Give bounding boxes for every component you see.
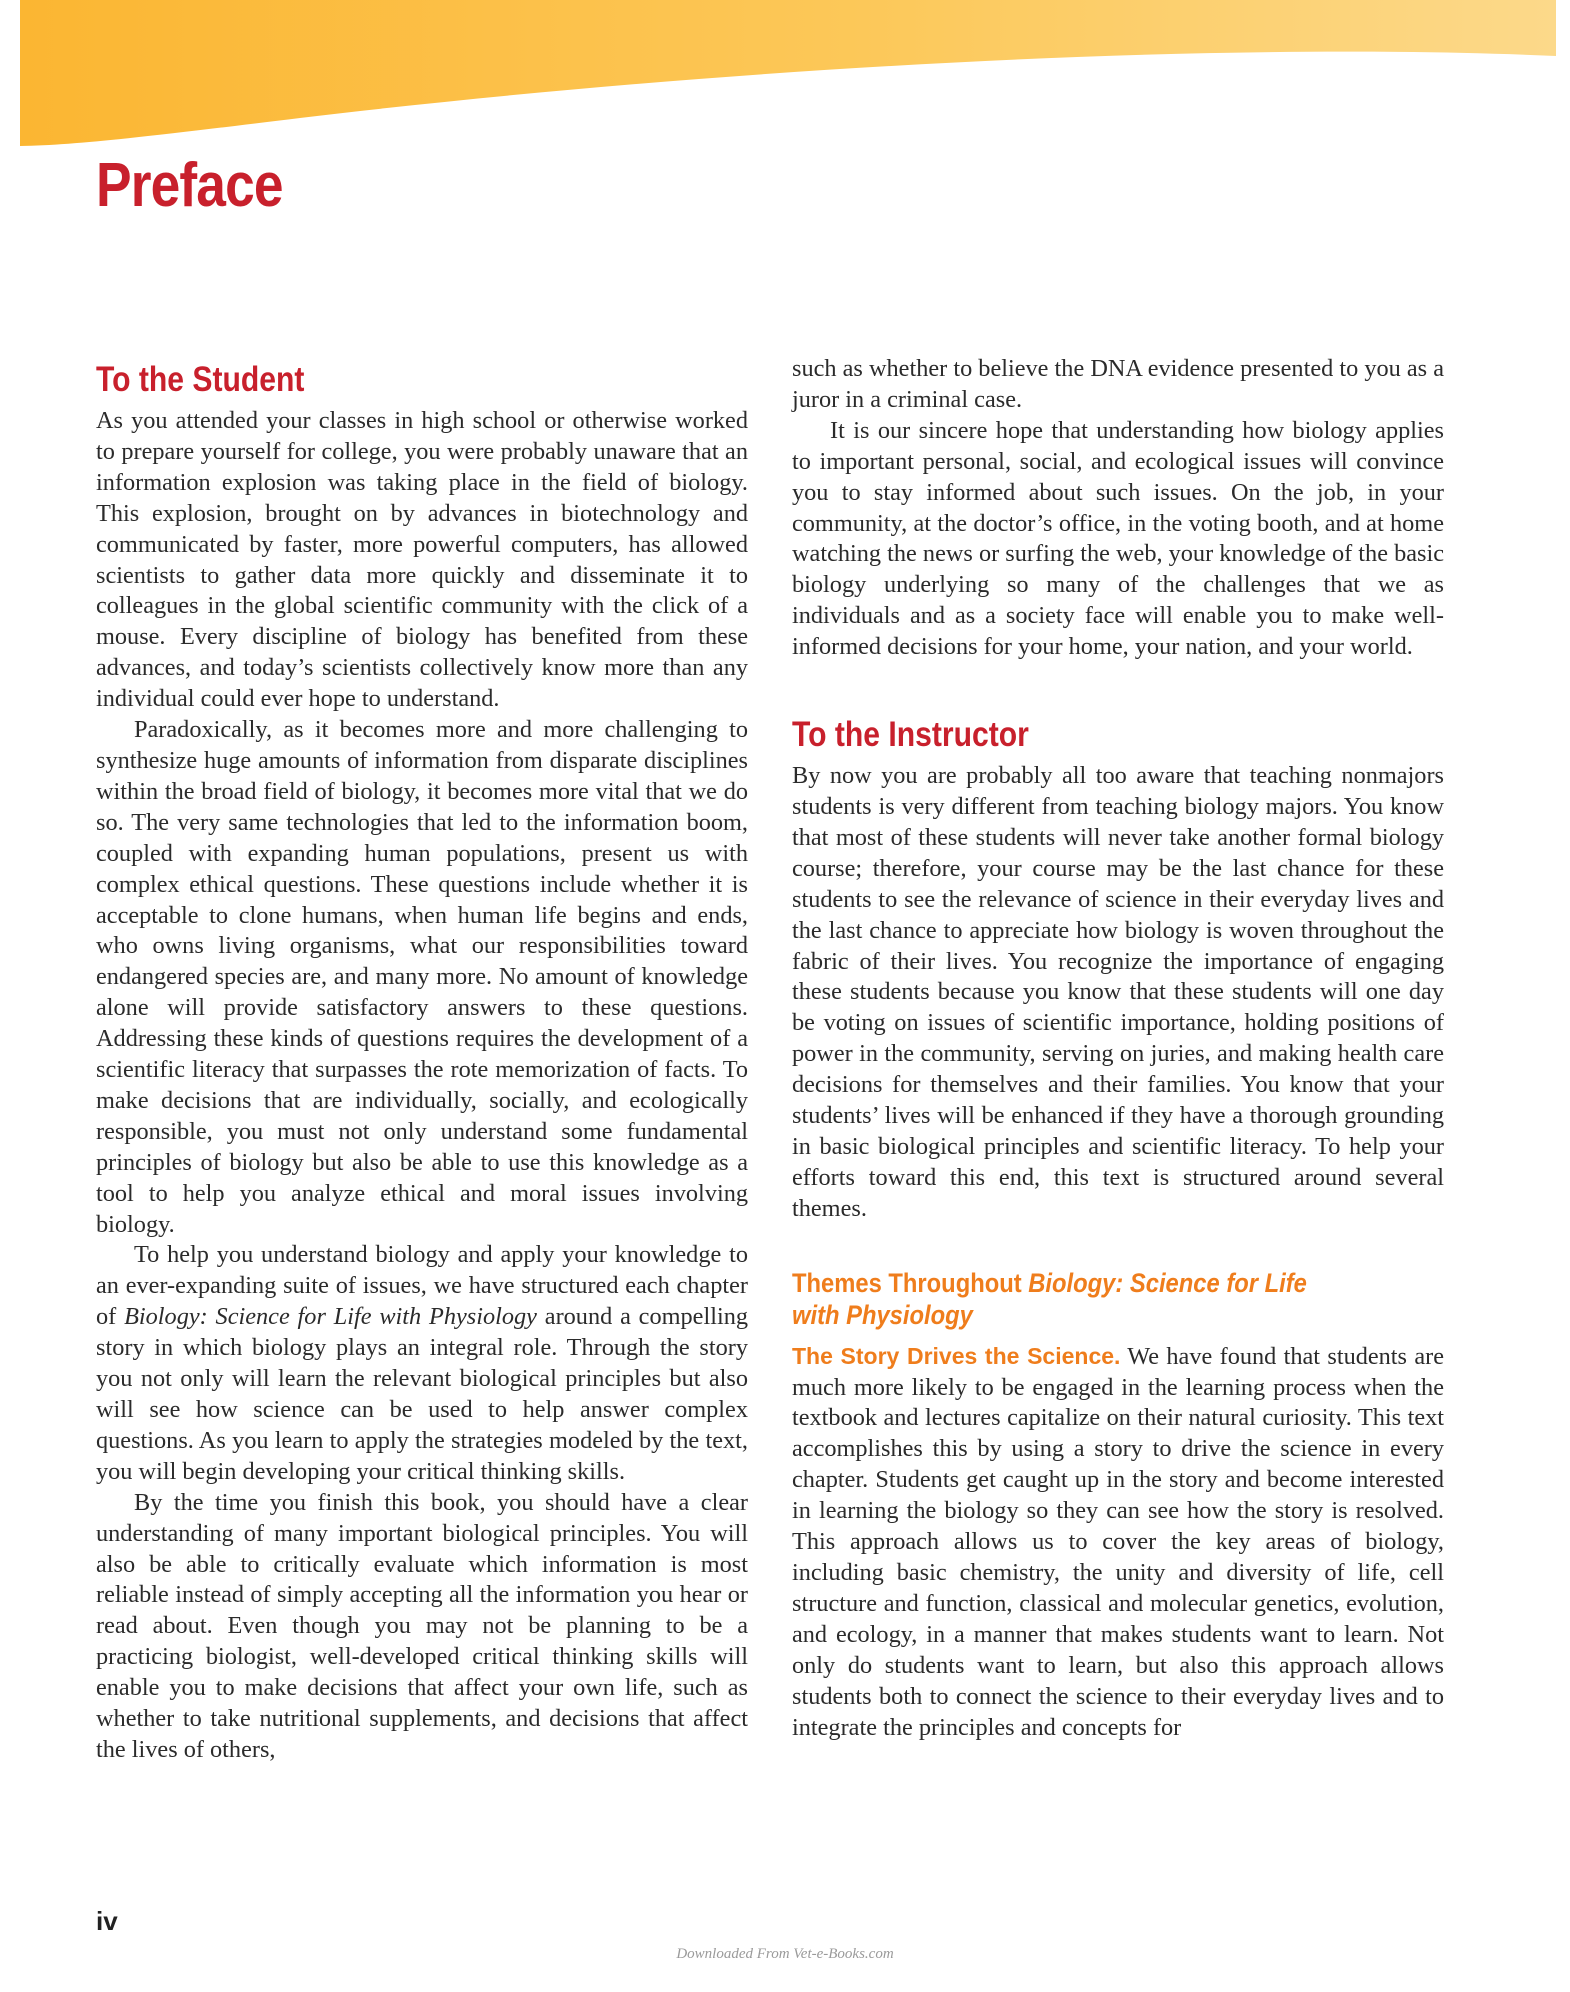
left-column xyxy=(96,354,748,1766)
themes-heading xyxy=(792,1267,1443,1331)
paragraph-text: We have found that students are much more likely to be engaged in the learning process when the textbook and lectures capitalize on their natural curiosity. This text accomplishes this by using a story to drive the science in every chapter. Students get caught up in the story and become interested in learning the biology so they can see how the story is resolved. This approach allows us to cover the key areas of biology, including basic chemistry, the unity and diversity of life, cell structure and function, classical and molecular genetics, evolution, and ecology, in a manner that makes students want to learn. Not only do students want to learn, but also this approach allows students both to connect the science to their everyday lives and to integrate the principles and concepts for xyxy=(792,1342,1445,1741)
book-title: Biology: Science for Life with Physiology xyxy=(124,1303,537,1331)
student-paragraph-2: Paradoxically, as it becomes more and more challenging to synthesize huge amounts of information from disparate disciplines within the broad field of biology, it becomes more vital that we do so. The very same technologies that led to the information boom, coupled with expanding human populations, present us with complex ethical questions. These questions include whether it is acceptable to clone humans, when human life begins and ends, who owns living organisms, what our responsibilities toward endangered species are, and many more. No amount of knowledge alone will provide satisfactory answers to these questions. Addressing these kinds of questions requires the development of a scientific literacy that surpasses the rote memorization of facts. To make decisions that are individually, socially, and ecologically responsible, you must not only understand some fundamental principles of biology but also be able to use this knowledge as a tool to help you analyze ethical and moral issues involving biology. xyxy=(96,716,748,1238)
page-title: Preface xyxy=(96,151,283,220)
instructor-paragraph-1: By now you are probably all too aware that teaching nonmajors students is very different from teaching biology majors. You know that most of these students will never take another formal biology course; therefore, your course may be the last chance for these students to see the relevance of science in their everyday lives and the last chance to appreciate how biology is woven throughout the fabric of their lives. You recognize the importance of engaging these students because you know that these students will one day be voting on issues of scientific importance, holding positions of power in the community, serving on juries, and making health care decisions for themselves and their families. You know that your students’ lives will be enhanced if they have a thorough grounding in basic biological principles and scientific literacy. To help your efforts toward this end, this text is structured around several themes. xyxy=(792,762,1444,1222)
right-column xyxy=(792,354,1444,1743)
story-runin-heading: The Story Drives the Science. xyxy=(792,1342,1121,1369)
student-paragraph-1: As you attended your classes in high school or otherwise worked to prepare yourself for college, you were probably unaware that an information explosion was taking place in the field of biology. This explosion, brought on by advances in biotechnology and communicated by faster, more powerful computers, has allowed scientists to gather data more quickly and disseminate it to colleagues in the global scientific community with the click of a mouse. Every discipline of biology has benefited from these advances, and today’s scientists collectively know more than any individual could ever hope to understand. xyxy=(96,407,748,713)
themes-heading-book-title: Biology: Science for Life xyxy=(1028,1267,1307,1298)
page-number: iv xyxy=(96,1906,118,1936)
paragraph-text: To help you understand biology and apply your knowledge to an ever-expanding suite of issues, we have structured each chapter of xyxy=(96,1241,748,1331)
section-heading-student: To the Student xyxy=(96,360,305,399)
story-paragraph xyxy=(792,1341,1444,1744)
student-paragraph-4: By the time you finish this book, you should have a clear understanding of many important biological principles. You will also be able to critically evaluate which information is most reliable instead of simply accepting all the information you hear or read about. Even though you may not be planning to be a practicing biologist, well-developed critical thinking skills will enable you to make decisions that affect your own life, such as whether to take nutritional supplements, and decisions that affect the lives of others, xyxy=(96,1488,748,1763)
student-paragraph-5: It is our sincere hope that understanding how biology applies to important personal, social, and ecological issues will convince you to stay informed about such issues. On the job, in your community, at the doctor’s office, in the voting booth, and at home watching the news or surfing the web, your knowledge of the basic biology underlying so many of the challenges that we as individuals and as a society face will enable you to make well-informed decisions for your home, your nation, and your world. xyxy=(792,416,1444,661)
watermark: Downloaded From Vet-e-Books.com xyxy=(676,1946,894,1962)
student-paragraph-4-continued: such as whether to believe the DNA evidence presented to you as a juror in a criminal case. xyxy=(792,355,1444,413)
student-paragraph-3 xyxy=(96,1240,748,1487)
themes-heading-book-title-cont: with Physiology xyxy=(792,1299,973,1330)
paragraph-text: around a compelling story in which biology plays an integral role. Through the story you not only will learn the relevant biological principles but also will see how science can be used to help answer complex questions. As you learn to apply the strategies modeled by the text, you will begin developing your critical thinking skills. xyxy=(96,1303,748,1485)
themes-heading-prefix: Themes Throughout xyxy=(792,1267,1029,1298)
section-heading-instructor: To the Instructor xyxy=(792,715,1029,755)
header-banner xyxy=(0,0,1570,160)
